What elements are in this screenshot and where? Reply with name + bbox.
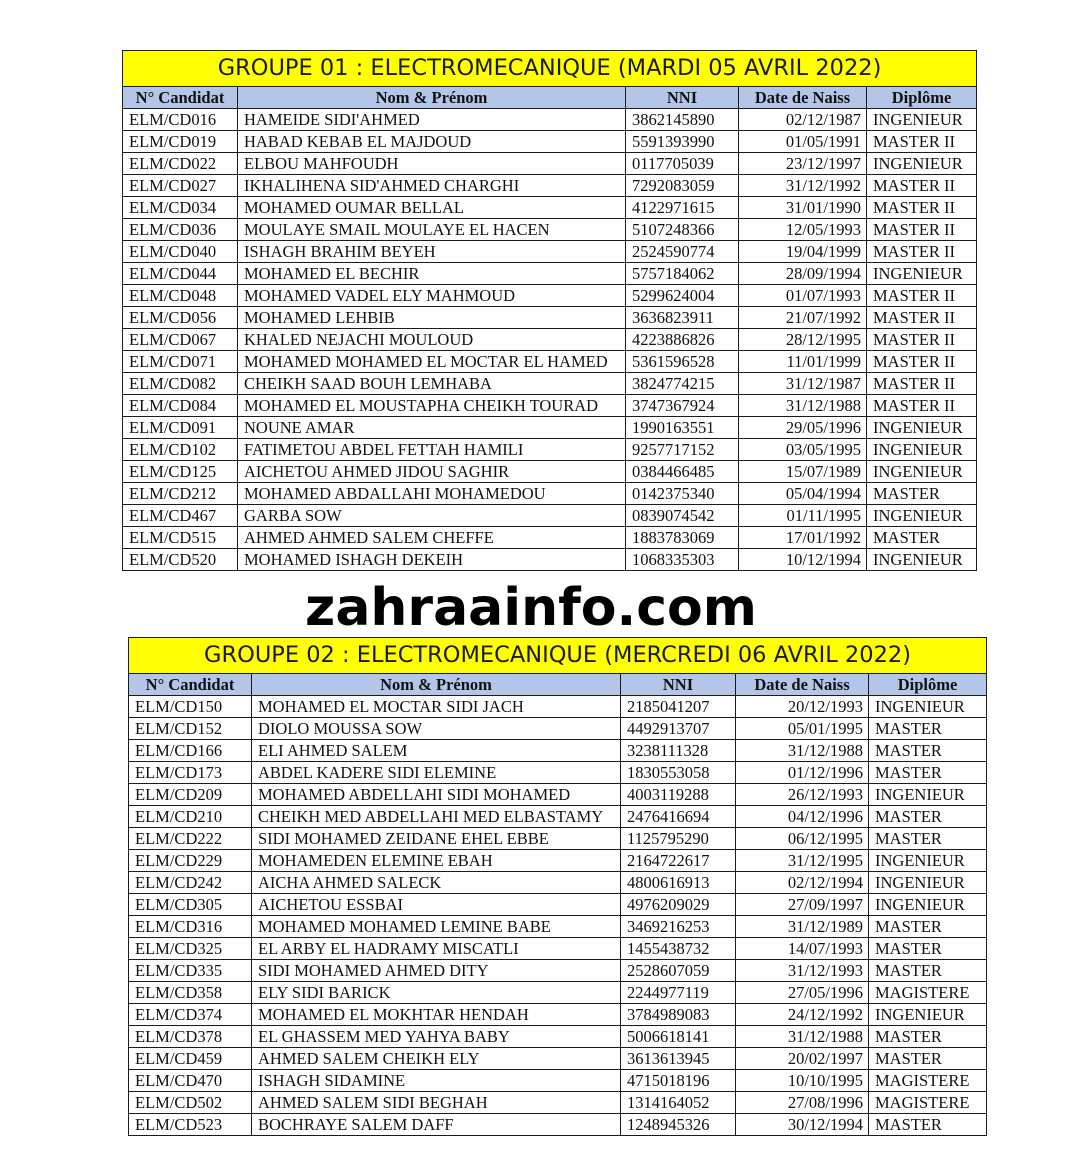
table-row (129, 1114, 987, 1136)
diploma: MAGISTERE (869, 982, 987, 1004)
nni: 0117705039 (626, 153, 739, 175)
candidate-name: AHMED SALEM SIDI BEGHAH (252, 1092, 621, 1114)
birth-date: 01/12/1996 (736, 762, 869, 784)
nni: 4715018196 (621, 1070, 736, 1092)
candidate-number: ELM/CD019 (123, 131, 238, 153)
candidate-name: CHEIKH MED ABDELLAHI MED ELBASTAMY (252, 806, 621, 828)
candidate-number: ELM/CD459 (129, 1048, 252, 1070)
nni: 3862145890 (626, 109, 739, 131)
diploma: MASTER II (867, 197, 977, 219)
diploma: MASTER (869, 960, 987, 982)
birth-date: 30/12/1994 (736, 1114, 869, 1136)
diploma: INGENIEUR (869, 784, 987, 806)
table-row (123, 241, 977, 263)
nni: 1125795290 (621, 828, 736, 850)
candidate-number: ELM/CD016 (123, 109, 238, 131)
candidate-number: ELM/CD056 (123, 307, 238, 329)
candidate-name: HAMEIDE SIDI'AHMED (238, 109, 626, 131)
candidate-name: MOHAMED VADEL ELY MAHMOUD (238, 285, 626, 307)
table-row (123, 351, 977, 373)
candidate-number: ELM/CD022 (123, 153, 238, 175)
group-01-table (122, 50, 977, 571)
candidate-name: MOHAMED MOHAMED LEMINE BABE (252, 916, 621, 938)
header-birth-date: Date de Naiss (739, 87, 867, 109)
candidate-name: MOHAMED EL MOUSTAPHA CHEIKH TOURAD (238, 395, 626, 417)
table-row (123, 549, 977, 571)
candidate-number: ELM/CD152 (129, 718, 252, 740)
nni: 0142375340 (626, 483, 739, 505)
candidate-name: GARBA SOW (238, 505, 626, 527)
nni: 2185041207 (621, 696, 736, 718)
nni: 4976209029 (621, 894, 736, 916)
candidate-number: ELM/CD102 (123, 439, 238, 461)
birth-date: 01/07/1993 (739, 285, 867, 307)
birth-date: 05/04/1994 (739, 483, 867, 505)
group-02-body (129, 638, 987, 1136)
header-nni: NNI (626, 87, 739, 109)
watermark: zahraainfo.com (305, 578, 757, 638)
candidate-name: MOHAMED EL MOCTAR SIDI JACH (252, 696, 621, 718)
candidate-number: ELM/CD027 (123, 175, 238, 197)
nni: 9257717152 (626, 439, 739, 461)
birth-date: 31/12/1993 (736, 960, 869, 982)
birth-date: 31/12/1992 (739, 175, 867, 197)
diploma: MASTER (867, 483, 977, 505)
candidate-name: ISHAGH SIDAMINE (252, 1070, 621, 1092)
candidate-number: ELM/CD520 (123, 549, 238, 571)
diploma: INGENIEUR (867, 461, 977, 483)
birth-date: 31/12/1988 (736, 740, 869, 762)
table-row (129, 1026, 987, 1048)
table-row (123, 307, 977, 329)
diploma: MASTER (869, 762, 987, 784)
header-diploma: Diplôme (869, 674, 987, 696)
candidate-number: ELM/CD125 (123, 461, 238, 483)
nni: 2244977119 (621, 982, 736, 1004)
candidate-number: ELM/CD222 (129, 828, 252, 850)
nni: 1990163551 (626, 417, 739, 439)
table-row (129, 916, 987, 938)
group-02-title-row (129, 638, 987, 674)
header-name: Nom & Prénom (252, 674, 621, 696)
candidate-name: MOHAMEDEN ELEMINE EBAH (252, 850, 621, 872)
birth-date: 06/12/1995 (736, 828, 869, 850)
nni: 3784989083 (621, 1004, 736, 1026)
diploma: MASTER (869, 938, 987, 960)
nni: 5107248366 (626, 219, 739, 241)
diploma: INGENIEUR (867, 153, 977, 175)
birth-date: 17/01/1992 (739, 527, 867, 549)
group-02-header-row (129, 674, 987, 696)
candidate-number: ELM/CD467 (123, 505, 238, 527)
table-row (129, 718, 987, 740)
candidate-name: MOHAMED ABDELLAHI SIDI MOHAMED (252, 784, 621, 806)
candidate-name: FATIMETOU ABDEL FETTAH HAMILI (238, 439, 626, 461)
birth-date: 12/05/1993 (739, 219, 867, 241)
diploma: INGENIEUR (869, 872, 987, 894)
diploma: MASTER II (867, 395, 977, 417)
birth-date: 02/12/1994 (736, 872, 869, 894)
table-row (129, 982, 987, 1004)
diploma: INGENIEUR (869, 696, 987, 718)
table-row (129, 1092, 987, 1114)
diploma: MASTER (869, 1048, 987, 1070)
birth-date: 26/12/1993 (736, 784, 869, 806)
nni: 3747367924 (626, 395, 739, 417)
candidate-name: HABAD KEBAB EL MAJDOUD (238, 131, 626, 153)
group-02-table (128, 637, 987, 1136)
birth-date: 11/01/1999 (739, 351, 867, 373)
diploma: MASTER II (867, 285, 977, 307)
candidate-number: ELM/CD048 (123, 285, 238, 307)
birth-date: 31/01/1990 (739, 197, 867, 219)
candidate-number: ELM/CD374 (129, 1004, 252, 1026)
nni: 3613613945 (621, 1048, 736, 1070)
diploma: MASTER (869, 1114, 987, 1136)
candidate-name: MOHAMED ABDALLAHI MOHAMEDOU (238, 483, 626, 505)
candidate-name: SIDI MOHAMED AHMED DITY (252, 960, 621, 982)
birth-date: 14/07/1993 (736, 938, 869, 960)
table-row (123, 373, 977, 395)
birth-date: 31/12/1989 (736, 916, 869, 938)
table-row (123, 219, 977, 241)
table-row (123, 263, 977, 285)
candidate-number: ELM/CD150 (129, 696, 252, 718)
table-row (123, 153, 977, 175)
diploma: MASTER (869, 1026, 987, 1048)
candidate-number: ELM/CD229 (129, 850, 252, 872)
table-row (123, 109, 977, 131)
group-01-title-row (123, 51, 977, 87)
birth-date: 31/12/1995 (736, 850, 869, 872)
birth-date: 01/05/1991 (739, 131, 867, 153)
header-candidate-number: N° Candidat (129, 674, 252, 696)
nni: 5361596528 (626, 351, 739, 373)
header-name: Nom & Prénom (238, 87, 626, 109)
candidate-name: EL ARBY EL HADRAMY MISCATLI (252, 938, 621, 960)
nni: 3238111328 (621, 740, 736, 762)
candidate-number: ELM/CD044 (123, 263, 238, 285)
candidate-name: ELI AHMED SALEM (252, 740, 621, 762)
birth-date: 23/12/1997 (739, 153, 867, 175)
nni: 2524590774 (626, 241, 739, 263)
group-01-header-row (123, 87, 977, 109)
candidate-name: AICHA AHMED SALECK (252, 872, 621, 894)
diploma: INGENIEUR (867, 439, 977, 461)
table-row (123, 175, 977, 197)
candidate-number: ELM/CD316 (129, 916, 252, 938)
birth-date: 28/09/1994 (739, 263, 867, 285)
birth-date: 31/12/1988 (739, 395, 867, 417)
table-row (129, 762, 987, 784)
table-row (129, 1070, 987, 1092)
birth-date: 10/12/1994 (739, 549, 867, 571)
header-candidate-number: N° Candidat (123, 87, 238, 109)
group-02-title: GROUPE 02 : ELECTROMECANIQUE (MERCREDI 06 AVRIL 2022) (129, 638, 987, 674)
candidate-name: AICHETOU AHMED JIDOU SAGHIR (238, 461, 626, 483)
table-row (129, 1048, 987, 1070)
nni: 2528607059 (621, 960, 736, 982)
header-nni: NNI (621, 674, 736, 696)
diploma: MASTER II (867, 219, 977, 241)
candidate-number: ELM/CD325 (129, 938, 252, 960)
candidate-number: ELM/CD210 (129, 806, 252, 828)
table-row (129, 872, 987, 894)
nni: 4492913707 (621, 718, 736, 740)
candidate-name: MOHAMED EL BECHIR (238, 263, 626, 285)
header-birth-date: Date de Naiss (736, 674, 869, 696)
table-row (123, 329, 977, 351)
candidate-number: ELM/CD242 (129, 872, 252, 894)
candidate-number: ELM/CD212 (123, 483, 238, 505)
candidate-name: BOCHRAYE SALEM DAFF (252, 1114, 621, 1136)
table-row (123, 131, 977, 153)
diploma: MASTER (869, 806, 987, 828)
diploma: MASTER II (867, 329, 977, 351)
candidate-name: AHMED AHMED SALEM CHEFFE (238, 527, 626, 549)
candidate-name: ABDEL KADERE SIDI ELEMINE (252, 762, 621, 784)
birth-date: 05/01/1995 (736, 718, 869, 740)
nni: 1830553058 (621, 762, 736, 784)
candidate-name: KHALED NEJACHI MOULOUD (238, 329, 626, 351)
candidate-name: MOHAMED LEHBIB (238, 307, 626, 329)
nni: 0839074542 (626, 505, 739, 527)
table-row (129, 850, 987, 872)
candidate-number: ELM/CD173 (129, 762, 252, 784)
nni: 1314164052 (621, 1092, 736, 1114)
candidate-number: ELM/CD084 (123, 395, 238, 417)
candidate-number: ELM/CD040 (123, 241, 238, 263)
birth-date: 27/09/1997 (736, 894, 869, 916)
candidate-name: DIOLO MOUSSA SOW (252, 718, 621, 740)
candidate-number: ELM/CD067 (123, 329, 238, 351)
candidate-number: ELM/CD209 (129, 784, 252, 806)
nni: 2476416694 (621, 806, 736, 828)
birth-date: 20/02/1997 (736, 1048, 869, 1070)
birth-date: 21/07/1992 (739, 307, 867, 329)
nni: 7292083059 (626, 175, 739, 197)
table-row (123, 395, 977, 417)
table-row (129, 806, 987, 828)
diploma: MASTER II (867, 241, 977, 263)
diploma: INGENIEUR (869, 850, 987, 872)
diploma: MASTER (867, 527, 977, 549)
diploma: MASTER (869, 718, 987, 740)
table-row (129, 740, 987, 762)
candidate-number: ELM/CD305 (129, 894, 252, 916)
birth-date: 20/12/1993 (736, 696, 869, 718)
candidate-number: ELM/CD358 (129, 982, 252, 1004)
table-row (123, 527, 977, 549)
candidate-name: MOHAMED MOHAMED EL MOCTAR EL HAMED (238, 351, 626, 373)
table-row (129, 960, 987, 982)
birth-date: 31/12/1987 (739, 373, 867, 395)
nni: 5006618141 (621, 1026, 736, 1048)
candidate-number: ELM/CD034 (123, 197, 238, 219)
nni: 5757184062 (626, 263, 739, 285)
candidate-number: ELM/CD515 (123, 527, 238, 549)
candidate-name: MOHAMED ISHAGH DEKEIH (238, 549, 626, 571)
diploma: MASTER II (867, 175, 977, 197)
diploma: INGENIEUR (869, 894, 987, 916)
candidate-number: ELM/CD335 (129, 960, 252, 982)
birth-date: 19/04/1999 (739, 241, 867, 263)
nni: 5591393990 (626, 131, 739, 153)
diploma: INGENIEUR (867, 109, 977, 131)
table-row (123, 505, 977, 527)
diploma: INGENIEUR (867, 549, 977, 571)
birth-date: 15/07/1989 (739, 461, 867, 483)
candidate-number: ELM/CD071 (123, 351, 238, 373)
header-diploma: Diplôme (867, 87, 977, 109)
candidate-name: MOHAMED OUMAR BELLAL (238, 197, 626, 219)
nni: 4223886826 (626, 329, 739, 351)
candidate-number: ELM/CD378 (129, 1026, 252, 1048)
table-row (129, 784, 987, 806)
candidate-name: AHMED SALEM CHEIKH ELY (252, 1048, 621, 1070)
birth-date: 27/08/1996 (736, 1092, 869, 1114)
nni: 2164722617 (621, 850, 736, 872)
birth-date: 01/11/1995 (739, 505, 867, 527)
nni: 4800616913 (621, 872, 736, 894)
group-01-body (123, 51, 977, 571)
candidate-name: AICHETOU ESSBAI (252, 894, 621, 916)
candidate-number: ELM/CD091 (123, 417, 238, 439)
diploma: MASTER II (867, 351, 977, 373)
diploma: MAGISTERE (869, 1070, 987, 1092)
nni: 3824774215 (626, 373, 739, 395)
diploma: INGENIEUR (867, 505, 977, 527)
candidate-number: ELM/CD036 (123, 219, 238, 241)
candidate-name: SIDI MOHAMED ZEIDANE EHEL EBBE (252, 828, 621, 850)
candidate-number: ELM/CD502 (129, 1092, 252, 1114)
candidate-name: NOUNE AMAR (238, 417, 626, 439)
table-row (129, 894, 987, 916)
candidate-number: ELM/CD166 (129, 740, 252, 762)
candidate-number: ELM/CD523 (129, 1114, 252, 1136)
birth-date: 27/05/1996 (736, 982, 869, 1004)
table-row (129, 938, 987, 960)
nni: 4003119288 (621, 784, 736, 806)
birth-date: 02/12/1987 (739, 109, 867, 131)
diploma: MASTER (869, 916, 987, 938)
nni: 3469216253 (621, 916, 736, 938)
diploma: MASTER (869, 828, 987, 850)
birth-date: 31/12/1988 (736, 1026, 869, 1048)
candidate-name: ELY SIDI BARICK (252, 982, 621, 1004)
birth-date: 29/05/1996 (739, 417, 867, 439)
group-01-title: GROUPE 01 : ELECTROMECANIQUE (MARDI 05 AVRIL 2022) (123, 51, 977, 87)
nni: 4122971615 (626, 197, 739, 219)
diploma: MAGISTERE (869, 1092, 987, 1114)
birth-date: 10/10/1995 (736, 1070, 869, 1092)
diploma: INGENIEUR (869, 1004, 987, 1026)
candidate-name: ELBOU MAHFOUDH (238, 153, 626, 175)
table-row (129, 1004, 987, 1026)
table-row (123, 439, 977, 461)
candidate-name: MOULAYE SMAIL MOULAYE EL HACEN (238, 219, 626, 241)
table-row (123, 285, 977, 307)
table-row (123, 417, 977, 439)
nni: 1455438732 (621, 938, 736, 960)
candidate-number: ELM/CD470 (129, 1070, 252, 1092)
nni: 3636823911 (626, 307, 739, 329)
table-row (129, 828, 987, 850)
candidate-name: CHEIKH SAAD BOUH LEMHABA (238, 373, 626, 395)
candidate-name: IKHALIHENA SID'AHMED CHARGHI (238, 175, 626, 197)
birth-date: 28/12/1995 (739, 329, 867, 351)
diploma: MASTER II (867, 307, 977, 329)
table-row (129, 696, 987, 718)
nni: 5299624004 (626, 285, 739, 307)
table-row (123, 483, 977, 505)
table-row (123, 197, 977, 219)
diploma: MASTER (869, 740, 987, 762)
candidate-number: ELM/CD082 (123, 373, 238, 395)
diploma: INGENIEUR (867, 417, 977, 439)
diploma: MASTER II (867, 373, 977, 395)
birth-date: 03/05/1995 (739, 439, 867, 461)
candidate-name: EL GHASSEM MED YAHYA BABY (252, 1026, 621, 1048)
table-row (123, 461, 977, 483)
candidate-name: ISHAGH BRAHIM BEYEH (238, 241, 626, 263)
nni: 1068335303 (626, 549, 739, 571)
birth-date: 24/12/1992 (736, 1004, 869, 1026)
nni: 1883783069 (626, 527, 739, 549)
birth-date: 04/12/1996 (736, 806, 869, 828)
nni: 1248945326 (621, 1114, 736, 1136)
nni: 0384466485 (626, 461, 739, 483)
diploma: INGENIEUR (867, 263, 977, 285)
diploma: MASTER II (867, 131, 977, 153)
candidate-name: MOHAMED EL MOKHTAR HENDAH (252, 1004, 621, 1026)
